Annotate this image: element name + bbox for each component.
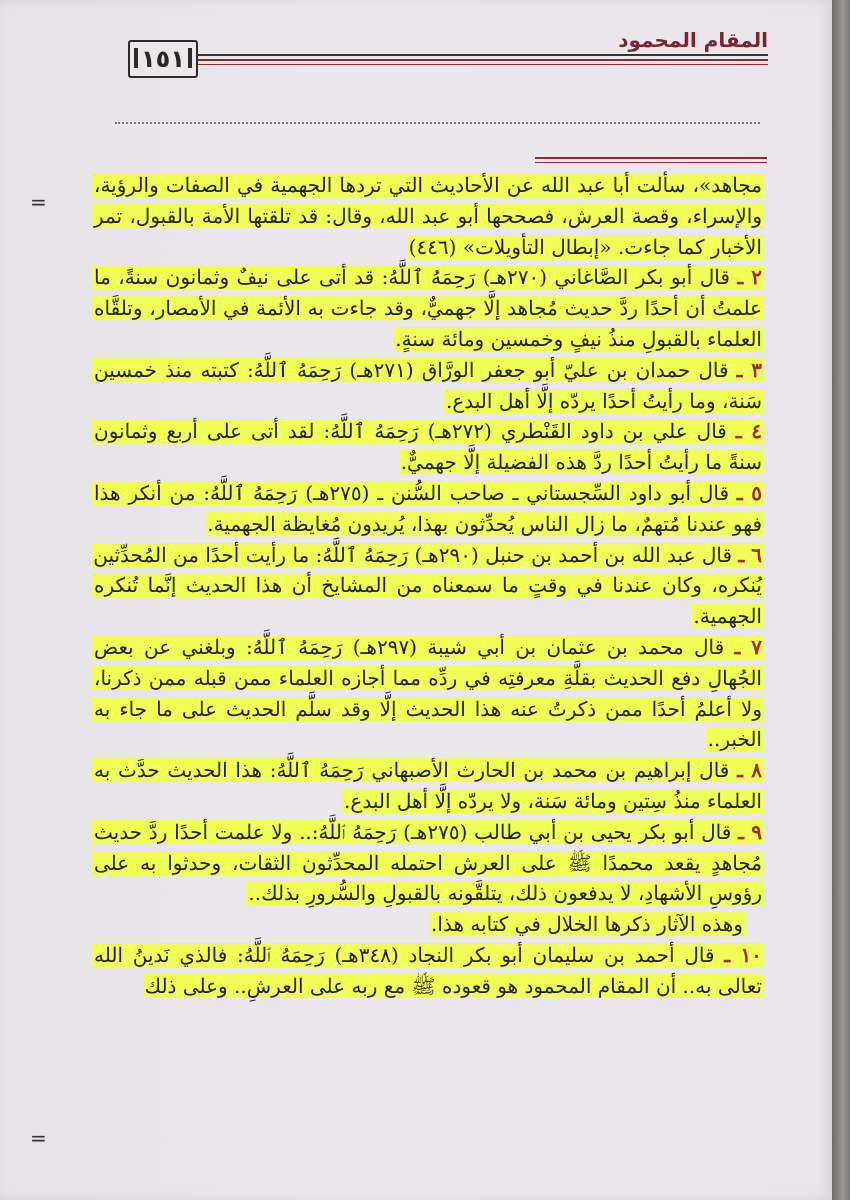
paragraph-text: قال أبو بكر الصَّاغاني (٢٧٠هـ) رَحِمَهُ ٱللَّهُ: قد أتى على نيفٌ وثمانون سنةً، ما علمتُ أن أحدًا ردَّ حديث مُجاهد إلَّا جهميٌّ، وقد جاءت به الأئمة في الأمصار، وتلقَّاه العلماء بالقبولِ منذُ نيفٍ وخمسين ومائة سنةٍ. (94, 265, 762, 351)
paragraph (92, 416, 764, 478)
paragraph-text: قال علي بن داود القَنْطري (٢٧٢هـ) رَحِمَهُ ٱللَّهُ: لقد أتى على أربع وثمانون سنةً ما رأيتُ أحدًا ردَّ هذه الفضيلة إلَّا جهميٌّ. (94, 419, 762, 475)
paragraph-text: قال عبد الله بن أحمد بن حنبل (٢٩٠هـ) رَحِمَهُ ٱللَّهُ: ما رأيت أحدًا من المُحدِّثين يُنكره، وكان عندنا في وقتٍ ما سمعناه من المشايخ أن هذا الحديث إنَّما تُنكره الجهمية. (93, 542, 762, 629)
running-title: المقام المحمود (618, 28, 768, 52)
paragraph (92, 355, 764, 417)
paragraph-text: قال محمد بن عثمان بن أبي شيبة (٢٩٧هـ) رَحِمَهُ ٱللَّهُ: وبلغني عن بعض الجُهالِ دفع الحديث بقلَّةِ معرفتِه في ردِّه مما أجازه العلماء ممن قبله ممن ذكرنا، ولا أعلمُ أحدًا ممن ذكرتُ عنه هذا الحديث إلَّا وقد سلَّم الحديث على ما جاء به الخبر.. (94, 634, 762, 752)
continuation-marker-top: = (30, 190, 47, 214)
paragraph (92, 940, 764, 1002)
header-rule (198, 64, 768, 65)
paragraph (92, 540, 764, 632)
paragraph (92, 817, 764, 909)
paragraph-text: قال أبو بكر يحيى بن أبي طالب (٢٧٥هـ) رَحِمَهُ ٱللَّهُ:.. ولا علمت أحدًا ردَّ حديث مُجاهدٍ يقعد محمدًا ﷺ على العرش احتمله المحدِّثون الثقات، وحدثوا به على رؤوسِ الأشهادِ، لا يدفعون ذلك، يتلقَّونه بالقبولِ والسُّرورِ بذلك.. (94, 819, 762, 906)
page-header (98, 30, 768, 80)
paragraph (92, 262, 764, 354)
paragraph-text: قال أحمد بن سليمان أبو بكر النجاد (٣٤٨هـ) رَحِمَهُ ٱللَّهُ: فالذي نَدينُ الله تعالى به.. أن المقام المحمود هو قعوده ﷺ مع ربه على العرشِ.. وعلى ذلك (94, 942, 762, 998)
paragraph-text: قال أبو داود السِّجستاني ـ صاحب السُّنن ـ (٢٧٥هـ) رَحِمَهُ ٱللَّهُ: من أنكر هذا فهو عندنا مُتهمٌ، ما زال الناس يُحدِّثون بهذا، يُريدون مُغايظة الجهمية. (94, 480, 762, 536)
paragraph-number: ٤ ـ (735, 419, 763, 444)
paragraph (92, 632, 764, 755)
paragraph (92, 170, 764, 262)
main-text (92, 170, 764, 1190)
paragraph (92, 478, 764, 540)
paragraph (92, 909, 764, 940)
paragraph (92, 755, 764, 817)
header-rule (198, 59, 768, 61)
paragraph-number: ٦ ـ (738, 542, 762, 567)
paragraph-text: مجاهد»، سألت أبا عبد الله عن الأحاديث التي تردها الجهمية في الصفات والرؤية، والإسراء، وقصة العرش، فصححها أبو عبد الله، وقال: قد تلقتها الأمة بالقبول، تمر الأخبار كما جاءت. «إبطال التأويلات» (٤٤٦) (94, 173, 762, 259)
paragraph-number: ٢ ـ (737, 265, 762, 290)
page-number: ١٥١ (128, 40, 198, 78)
paragraph-text: وهذه الآثار ذكرها الخلال في كتابه هذا. (431, 912, 743, 937)
header-rule (198, 54, 768, 56)
paragraph-number: ٩ ـ (738, 819, 763, 844)
dotted-divider (115, 122, 760, 124)
paragraph-number: ٣ ـ (736, 357, 762, 382)
section-rule (535, 162, 767, 163)
paragraph-number: ٨ ـ (737, 758, 763, 783)
paragraph-number: ١٠ ـ (724, 942, 762, 967)
paragraph-text: قال حمدان بن عليّ أبو جعفر الورَّاق (٢٧١هـ) رَحِمَهُ ٱللَّهُ: كتبته منذ خمسين سَنة، وما رأيتُ أحدًا يردّه إلَّا أهل البدع. (94, 357, 762, 413)
continuation-marker-bottom: = (30, 1126, 47, 1150)
paragraph-number: ٧ ـ (734, 634, 762, 659)
paragraph-number: ٥ ـ (736, 480, 762, 505)
book-spine (832, 0, 850, 1200)
section-rule (535, 157, 767, 159)
paragraph-text: قال إبراهيم بن محمد بن الحارث الأصبهاني رَحِمَهُ ٱللَّهُ: هذا الحديث حدَّث به العلماء منذُ سِتين ومائة سَنة، ولا يردّه إلَّا أهل البدع. (94, 758, 762, 813)
